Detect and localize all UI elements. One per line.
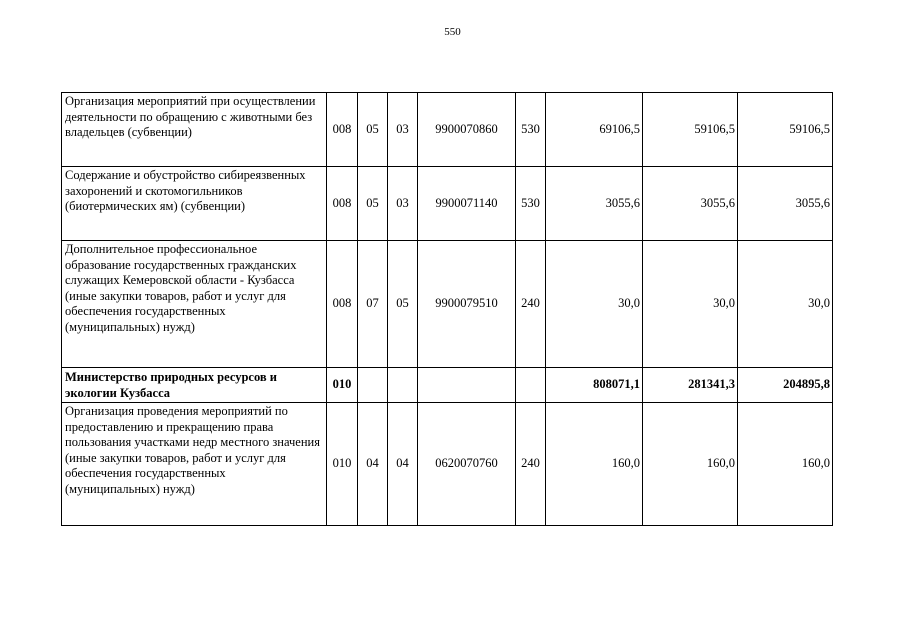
section-code: [358, 368, 388, 403]
table-row: [62, 167, 833, 241]
section-code: 05: [358, 93, 388, 167]
ministry-code: 008: [327, 93, 358, 167]
table-row: [62, 93, 833, 167]
amount-year-1: 808071,1: [546, 368, 643, 403]
amount-year-2: 160,0: [643, 403, 738, 526]
row-name: Организация проведения мероприятий по предоставлению и прекращению права пользования участками недр местного значения (иные закупки товаров, работ и услуг для обеспечения государственных (муниципальных) нужд): [62, 403, 327, 526]
subsection-code: 04: [388, 403, 418, 526]
subsection-code: [388, 368, 418, 403]
amount-year-2: 3055,6: [643, 167, 738, 241]
ministry-code: 010: [327, 368, 358, 403]
amount-year-3: 59106,5: [738, 93, 833, 167]
amount-year-2: 30,0: [643, 241, 738, 368]
row-name: Дополнительное профессиональное образование государственных гражданских служащих Кемеровской области - Кузбасса (иные закупки товаров, работ и услуг для обеспечения государственных (муниципальных) нужд): [62, 241, 327, 368]
table-row: [62, 241, 833, 368]
amount-year-3: 204895,8: [738, 368, 833, 403]
expense-type-code: 240: [516, 403, 546, 526]
amount-year-3: 30,0: [738, 241, 833, 368]
expense-type-code: [516, 368, 546, 403]
expense-type-code: 240: [516, 241, 546, 368]
row-name: Содержание и обустройство сибиреязвенных захоронений и скотомогильников (биотермических ям) (субвенции): [62, 167, 327, 241]
table-row: [62, 403, 833, 526]
budget-table: [61, 92, 833, 526]
row-name: Министерство природных ресурсов и экологии Кузбасса: [62, 368, 327, 403]
target-article-code: 9900070860: [418, 93, 516, 167]
section-code: 07: [358, 241, 388, 368]
subsection-code: 05: [388, 241, 418, 368]
amount-year-1: 69106,5: [546, 93, 643, 167]
amount-year-3: 160,0: [738, 403, 833, 526]
ministry-code: 008: [327, 167, 358, 241]
page-number: 550: [444, 26, 461, 38]
amount-year-1: 160,0: [546, 403, 643, 526]
target-article-code: 9900079510: [418, 241, 516, 368]
subsection-code: 03: [388, 93, 418, 167]
table-row-ministry-total: [62, 368, 833, 403]
section-code: 05: [358, 167, 388, 241]
subsection-code: 03: [388, 167, 418, 241]
amount-year-3: 3055,6: [738, 167, 833, 241]
expense-type-code: 530: [516, 167, 546, 241]
ministry-code: 010: [327, 403, 358, 526]
ministry-code: 008: [327, 241, 358, 368]
amount-year-1: 30,0: [546, 241, 643, 368]
target-article-code: 9900071140: [418, 167, 516, 241]
target-article-code: 0620070760: [418, 403, 516, 526]
amount-year-2: 59106,5: [643, 93, 738, 167]
amount-year-2: 281341,3: [643, 368, 738, 403]
row-name: Организация мероприятий при осуществлении деятельности по обращению с животными без владельцев (субвенции): [62, 93, 327, 167]
section-code: 04: [358, 403, 388, 526]
amount-year-1: 3055,6: [546, 167, 643, 241]
target-article-code: [418, 368, 516, 403]
expense-type-code: 530: [516, 93, 546, 167]
